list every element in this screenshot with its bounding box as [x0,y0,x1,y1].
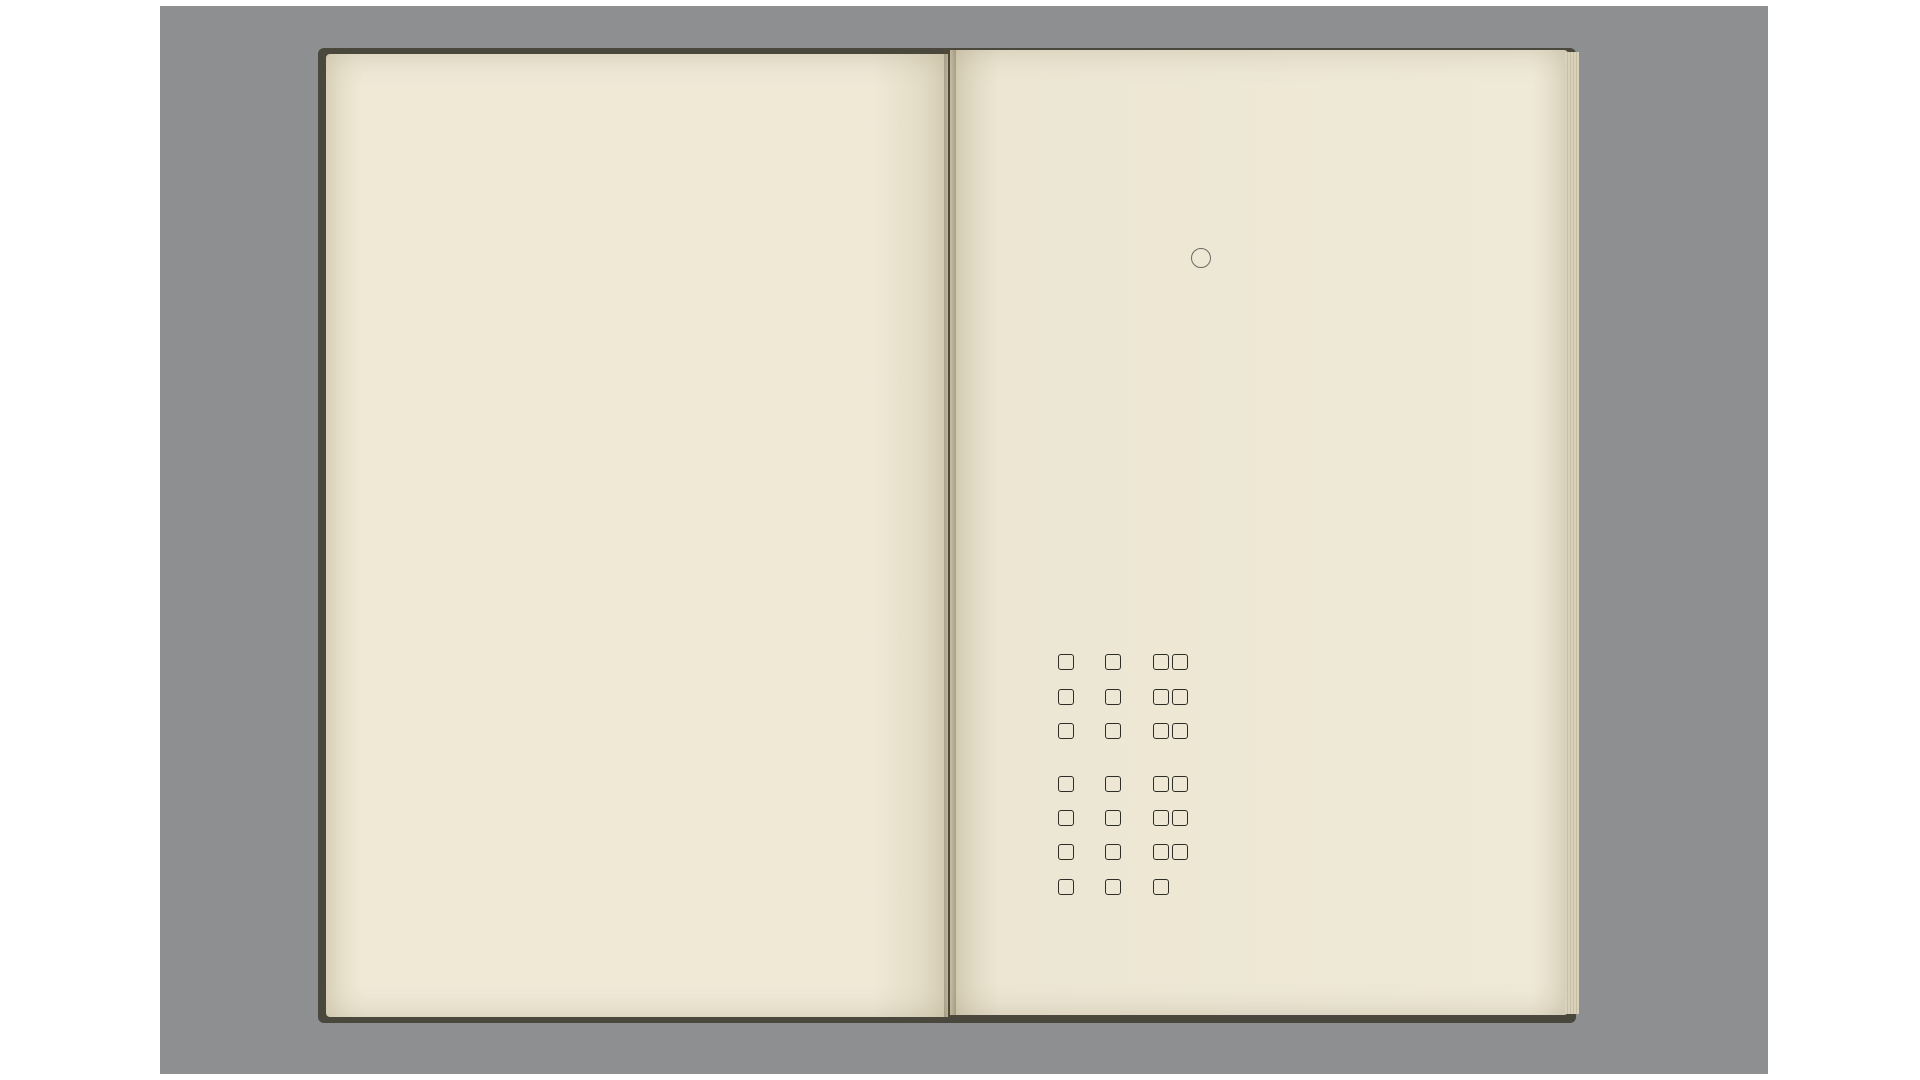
placeholder-box [1153,776,1169,792]
placeholder-box [1153,844,1169,860]
placeholder-box [1058,879,1074,895]
placeholder-box [1105,776,1121,792]
placeholder-box [1172,723,1188,739]
placeholder-box [1172,776,1188,792]
placeholder-box [1172,844,1188,860]
placeholder-box [1058,810,1074,826]
placeholder-box [1153,654,1169,670]
placeholder-box [1153,810,1169,826]
placeholder-box [1172,654,1188,670]
placeholder-box [1058,844,1074,860]
placeholder-box [1105,810,1121,826]
right-page [950,50,1568,1015]
placeholder-box [1153,723,1169,739]
placeholder-box [1153,689,1169,705]
placeholder-box [1105,879,1121,895]
placeholder-box [1105,654,1121,670]
placeholder-box [1058,654,1074,670]
placeholder-box [1105,723,1121,739]
placeholder-box [1105,844,1121,860]
placeholder-box [1105,689,1121,705]
placeholder-box [1058,776,1074,792]
placeholder-box [1058,689,1074,705]
placeholder-box [1058,723,1074,739]
left-page [326,54,948,1017]
placeholder-box [1153,879,1169,895]
placeholder-box [1172,689,1188,705]
section-circle-mark [1191,248,1211,268]
page-edges [1565,52,1579,1014]
book-gutter [944,50,956,1018]
placeholder-box [1172,810,1188,826]
